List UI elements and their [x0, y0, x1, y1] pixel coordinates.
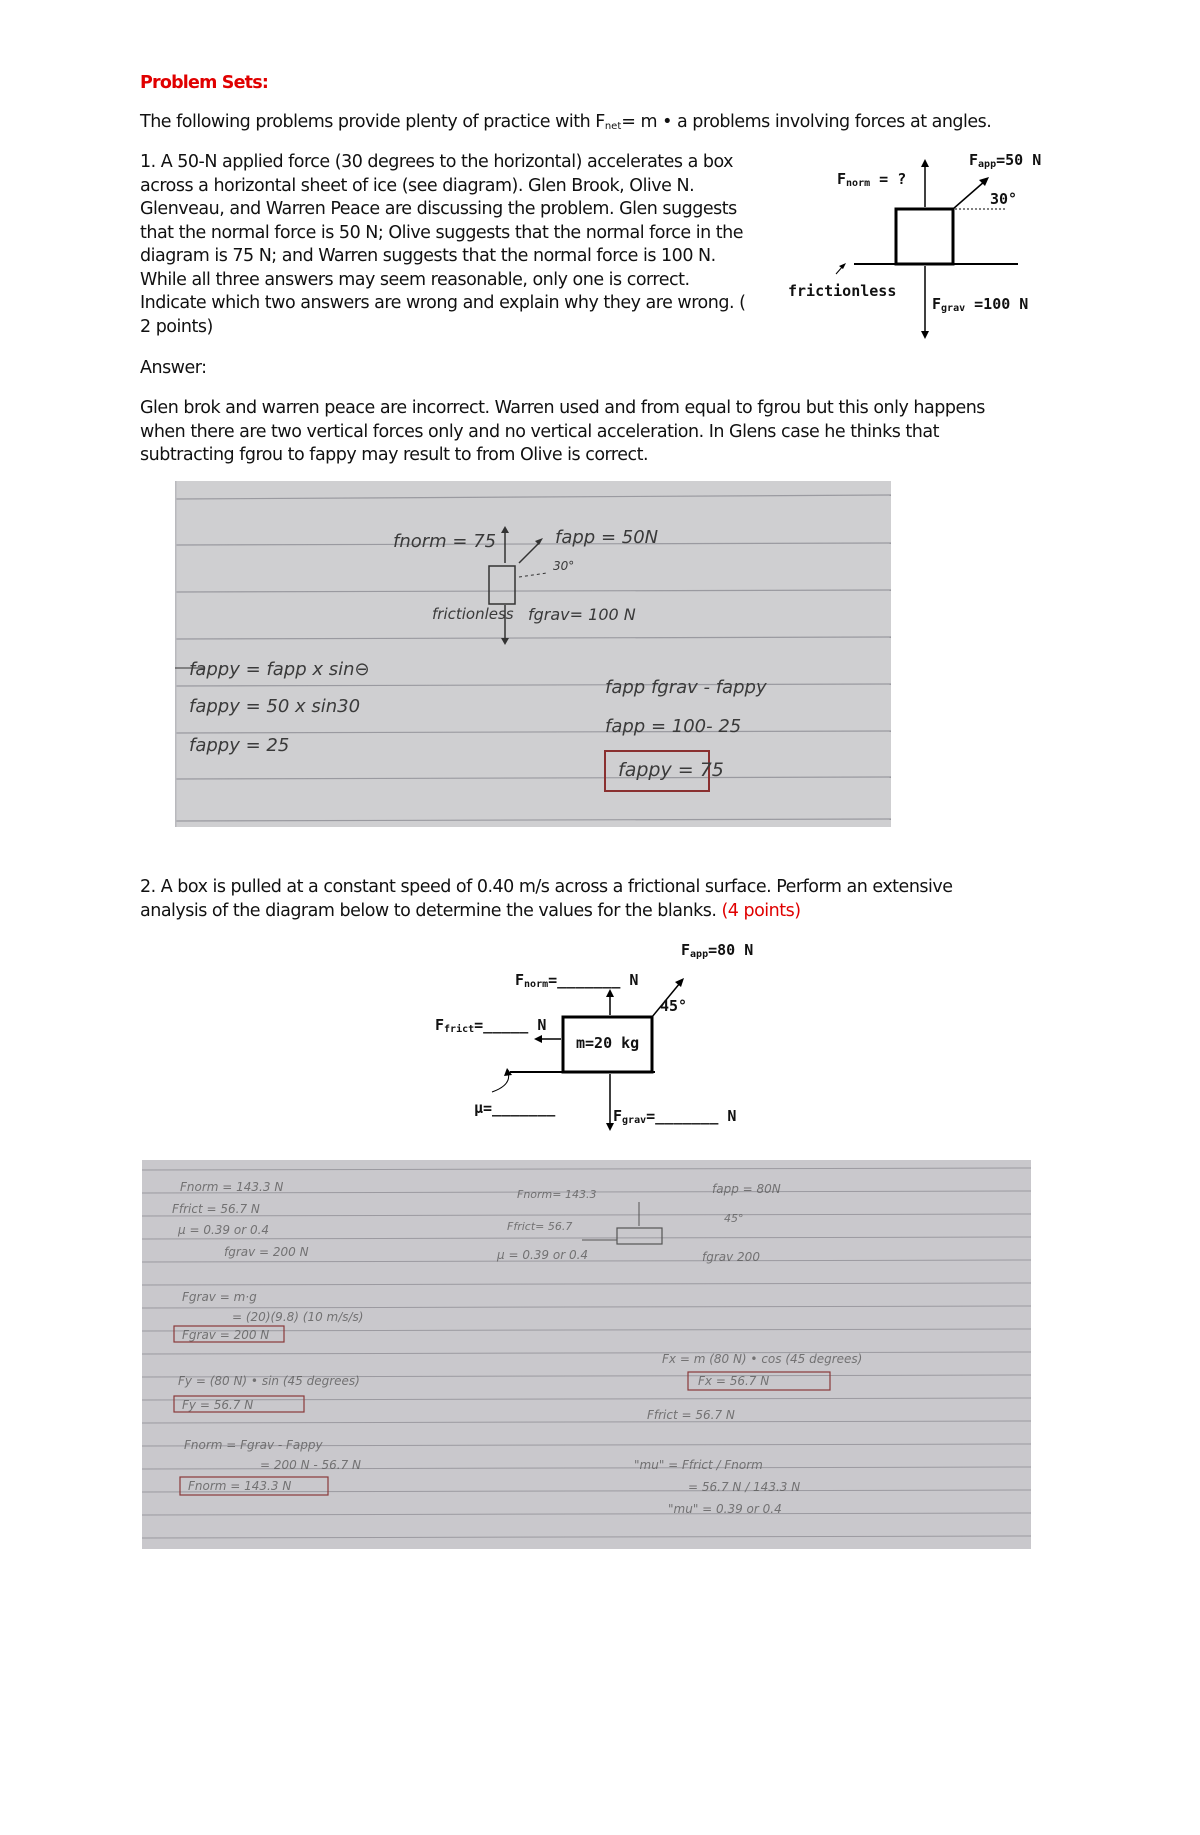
photo2-line: = (20)(9.8) (10 m/s/s) [232, 1310, 364, 1324]
p1-line: Glenveau, and Warren Peace are discussing the problem. Glen suggests [140, 199, 737, 219]
answer-line: when there are two vertical forces only and no vertical acceleration. In Glens case he thinks that [140, 421, 939, 442]
p1-line: 2 points) [140, 316, 213, 337]
p2-fnorm-label: $F_{norm}=\_\_\_\_\_\_\_$ N [515, 971, 639, 990]
photo2-line: Fnorm= 143.3 [517, 1188, 597, 1201]
p1-photo-drawing [175, 481, 891, 827]
photo2-line: = 200 N - 56.7 N [260, 1458, 362, 1472]
answer-line: Glen brok and warren peace are incorrect. Warren used and from equal to fgrou but this only happens [140, 398, 985, 418]
p2-angle-label: 45° [660, 997, 688, 1015]
p1-line: across a horizontal sheet of ice (see diagram). Glen Brook, Olive N. [140, 175, 695, 196]
photo1-fapp: fapp = 50N [555, 527, 659, 548]
p1-line: that the normal force is 50 N; Olive suggests that the normal force in the [140, 222, 743, 243]
p1-fgrav-label: $F_{grav} =100$ N [932, 295, 1029, 314]
page-heading: Problem Sets: [140, 73, 269, 93]
p2-mass-label: m=20 kg [576, 1034, 640, 1052]
p2-mu-label: μ=_______ [474, 1099, 556, 1117]
photo2-line: "mu" = Ffrict / Fnorm [634, 1458, 763, 1472]
photo1-work-line: fapp = 100- 25 [605, 716, 742, 737]
photo2-line: Ffrict = 56.7 N [172, 1202, 260, 1216]
photo2-line: Ffrict = 56.7 N [647, 1408, 735, 1422]
photo2-line: 45° [724, 1212, 744, 1225]
photo2-line: = 56.7 N / 143.3 N [688, 1480, 801, 1494]
photo2-line: fapp = 80N [712, 1182, 781, 1196]
photo2-line: Fy = 56.7 N [182, 1398, 254, 1412]
photo1-work-line: fappy = 50 x sin30 [189, 696, 361, 717]
problem-2-text [140, 876, 1100, 923]
photo1-result: fappy = 75 [618, 759, 724, 781]
p2-fapp-label: $F_{app}=80$ N [681, 941, 754, 960]
photo2-line: Fx = 56.7 N [698, 1374, 770, 1388]
p2-points: (4 points) [721, 900, 801, 921]
p2-line: analysis of the diagram below to determine the values for the blanks. (4 points) [140, 900, 801, 921]
photo2-line: Fnorm = 143.3 N [180, 1180, 284, 1194]
photo1-fnorm: fnorm = 75 [393, 531, 497, 552]
p1-fnorm-label: $F_{norm}$ = ? [837, 170, 907, 189]
p1-handwritten-photo [175, 481, 891, 827]
photo2-line: "mu" = 0.39 or 0.4 [668, 1502, 782, 1516]
answer-line: subtracting fgrou to fappy may result to from Olive is correct. [140, 445, 649, 465]
answer-text [140, 397, 1080, 468]
photo2-line: Fnorm = 143.3 N [188, 1479, 292, 1493]
photo1-degrees: 30° [553, 559, 575, 573]
answer-label: Answer: [140, 358, 207, 378]
photo1-work-line: fappy = 25 [189, 735, 290, 756]
photo2-line: Fnorm = Fgrav - Fappy [184, 1438, 323, 1452]
photo2-line: Fgrav = 200 N [182, 1328, 270, 1342]
photo2-line: fgrav = 200 N [224, 1245, 309, 1259]
intro-text: The following problems provide plenty of practice with $F_{net}= m$ • a problems involving forces at angles. [140, 112, 992, 132]
photo2-line: μ = 0.39 or 0.4 [178, 1223, 270, 1237]
p1-line: diagram is 75 N; and Warren suggests that the normal force is 100 N. [140, 246, 716, 266]
photo1-work-line: fappy = fapp x sin⊖ [189, 659, 370, 680]
photo2-line: Fy = (80 N) • sin (45 degrees) [178, 1374, 360, 1388]
p2-handwritten-photo [142, 1160, 1031, 1549]
photo2-line: fgrav 200 [702, 1250, 760, 1264]
problem-1-text [140, 151, 780, 339]
photo2-line: μ = 0.39 or 0.4 [497, 1248, 589, 1262]
p1-line: While all three answers may seem reasonable, only one is correct. [140, 269, 690, 290]
p1-force-diagram [780, 145, 1080, 345]
photo2-line: Fgrav = m·g [182, 1290, 257, 1304]
p2-line: 2. A box is pulled at a constant speed of 0.40 m/s across a frictional surface. Perform an extensive [140, 877, 953, 897]
p2-force-diagram [430, 935, 780, 1140]
p1-fapp-label: $F_{app}=50$ N [969, 151, 1042, 170]
photo2-line: Ffrict= 56.7 [507, 1220, 573, 1233]
photo1-fgrav: fgrav= 100 N [528, 605, 636, 624]
photo1-frictionless: frictionless [432, 605, 514, 623]
photo1-work-line: fapp fgrav - fappy [605, 677, 767, 698]
p1-diagram-drawing [780, 145, 1080, 345]
p2-ffrict-label: $F_{frict}=\_\_\_\_\_$ N [435, 1016, 547, 1035]
p1-frictionless-label: frictionless [788, 282, 897, 300]
p1-line: 1. A 50-N applied force (30 degrees to the horizontal) accelerates a box [140, 152, 734, 172]
photo2-line: Fx = m (80 N) • cos (45 degrees) [662, 1352, 863, 1366]
p2-fgrav-label: $F_{grav}=\_\_\_\_\_\_\_$ N [613, 1107, 737, 1126]
p1-angle-label: 30° [990, 190, 1018, 208]
p1-line: Indicate which two answers are wrong and explain why they are wrong. ( [140, 293, 746, 313]
